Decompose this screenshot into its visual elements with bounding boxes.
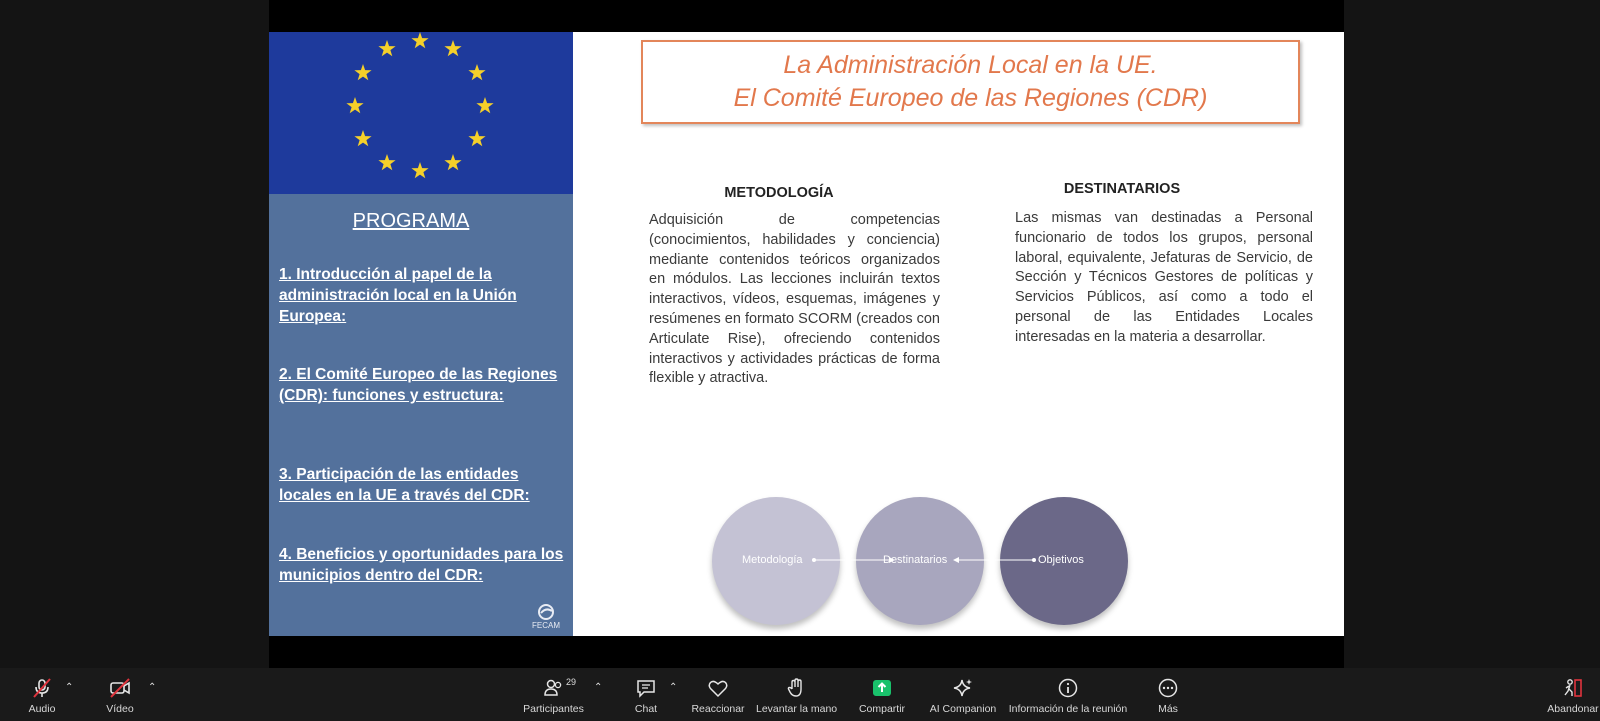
share-label: Compartir — [858, 703, 906, 715]
heart-icon — [707, 677, 729, 699]
participants-label: Participantes — [523, 703, 584, 715]
fecam-logo-icon — [531, 603, 561, 621]
fecam-logo-text: FECAM — [532, 621, 560, 630]
slide-title-line-1: La Administración Local en la UE. — [783, 51, 1158, 79]
video-options-caret[interactable]: ⌃ — [148, 682, 157, 693]
metodologia-heading: METODOLOGÍA — [724, 185, 834, 201]
meeting-info-button[interactable] — [1008, 668, 1128, 721]
presentation-slide — [269, 32, 1344, 636]
meeting-toolbar — [0, 668, 1600, 721]
mic-muted-icon — [31, 677, 53, 699]
react-label: Reaccionar — [691, 703, 745, 715]
info-icon — [1057, 677, 1079, 699]
programa-item-4: 4. Beneficios y oportunidades para los municipios dentro del CDR: — [279, 546, 564, 584]
share-button[interactable] — [856, 668, 908, 721]
slide-title-line-2: El Comité Europeo de las Regiones (CDR) — [733, 84, 1208, 112]
fecam-logo — [531, 603, 561, 631]
chat-icon — [635, 677, 657, 699]
meeting-info-label: Información de la reunión — [1008, 703, 1128, 715]
eu-flag — [269, 32, 573, 194]
participants-count: 29 — [566, 677, 577, 687]
eu-stars-icon — [269, 32, 573, 194]
programa-panel — [269, 32, 573, 636]
programa-item-2: 2. El Comité Europeo de las Regiones (CDR): funciones y estructura: — [279, 366, 558, 404]
more-label: Más — [1158, 703, 1178, 715]
chat-button[interactable] — [628, 668, 664, 721]
participants-button[interactable] — [520, 668, 587, 721]
video-button[interactable] — [100, 668, 140, 721]
hand-icon — [785, 677, 807, 699]
chat-label: Chat — [634, 703, 658, 715]
leave-label: Abandonar — [1547, 703, 1599, 715]
camera-off-icon — [109, 677, 131, 699]
share-screen-icon — [871, 677, 893, 699]
more-button[interactable] — [1150, 668, 1186, 721]
destinatarios-heading: DESTINATARIOS — [1063, 181, 1181, 197]
ai-companion-button[interactable] — [928, 668, 998, 721]
participants-icon — [543, 677, 565, 699]
ai-companion-label: AI Companion — [929, 703, 997, 715]
participants-options-caret[interactable]: ⌃ — [594, 682, 603, 693]
programa-item-1: 1. Introducción al papel de la administración local en la Unión Europea: — [279, 266, 517, 325]
more-dots-icon — [1157, 677, 1179, 699]
audio-button[interactable] — [22, 668, 62, 721]
metodologia-text: Adquisición de competencias (conocimientos, habilidades y conciencia) mediante contenidos teóricos organizados en módulos. Las lecciones incluirán textos interactivos, vídeos, esquemas, imágenes y resúmenes en formato SCORM (creados con Articulate Rise), ofreciendo contenidos interactivos y actividades prácticas de forma flexible y atractiva. — [649, 212, 940, 387]
video-label: Vídeo — [106, 703, 134, 715]
audio-label: Audio — [28, 703, 56, 715]
audio-options-caret[interactable]: ⌃ — [65, 682, 74, 693]
circle-label-objetivos: Objetivos — [1038, 554, 1084, 566]
programa-title: PROGRAMA — [352, 210, 470, 232]
chat-options-caret[interactable]: ⌃ — [669, 682, 678, 693]
leave-button[interactable] — [1546, 668, 1600, 721]
circle-label-destinatarios: Destinatarios — [883, 554, 948, 566]
programa-item-3: 3. Participación de las entidades locales en la UE a través del CDR: — [279, 466, 530, 504]
raise-hand-button[interactable] — [756, 668, 836, 721]
slide-title-box — [641, 40, 1300, 124]
react-button[interactable] — [690, 668, 746, 721]
circle-label-metodologia: Metodología — [742, 554, 803, 566]
ai-sparkle-icon — [952, 677, 974, 699]
raise-hand-label: Levantar la mano — [756, 703, 838, 715]
leave-icon — [1562, 677, 1584, 699]
destinatarios-text: Las mismas van destinadas a Personal funcionario de todos los grupos, personal laboral, equivalente, Jefaturas de Servicio, de Sección y Técnicos Gestores de políticas y Servicios Públicos, así como a todo el personal de las Entidades Locales interesadas en la materia a desarrollar. — [1015, 210, 1313, 345]
